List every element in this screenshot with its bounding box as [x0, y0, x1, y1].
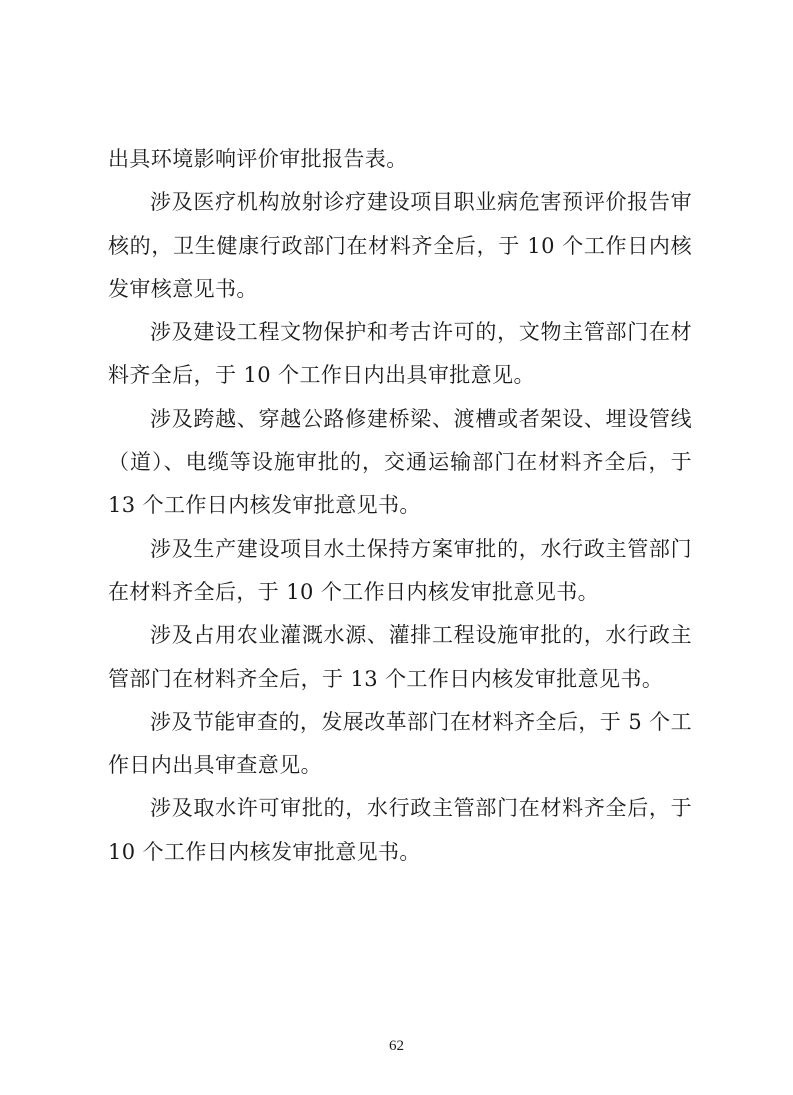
paragraph-3: 涉及建设工程文物保护和考古许可的，文物主管部门在材料齐全后，于 10 个工作日内出具审批意见。 — [108, 320, 692, 388]
paragraph-1: 出具环境影响评价审批报告表。 — [108, 147, 408, 171]
paragraph-8: 涉及取水许可审批的，水行政主管部门在材料齐全后，于 10 个工作日内核发审批意见书。 — [108, 796, 692, 864]
paragraph-7: 涉及节能审查的，发展改革部门在材料齐全后，于 5 个工作日内出具审查意见。 — [108, 709, 692, 778]
paragraph-2: 涉及医疗机构放射诊疗建设项目职业病危害预评价报告审核的，卫生健康行政部门在材料齐全后，于 10 个工作日内核发审核意见书。 — [108, 190, 692, 301]
paragraph-6: 涉及占用农业灌溉水源、灌排工程设施审批的，水行政主管部门在材料齐全后，于 13 个工作日内核发审批意见书。 — [108, 623, 692, 691]
document-body — [108, 138, 692, 874]
paragraph-5: 涉及生产建设项目水土保持方案审批的，水行政主管部门在材料齐全后，于 10 个工作日内核发审批意见书。 — [108, 536, 692, 604]
page-number: 62 — [389, 1038, 404, 1054]
paragraph-4: 涉及跨越、穿越公路修建桥梁、渡槽或者架设、埋设管线（道）、电缆等设施审批的，交通运输部门在材料齐全后，于 13 个工作日内核发审批意见书。 — [108, 406, 692, 518]
